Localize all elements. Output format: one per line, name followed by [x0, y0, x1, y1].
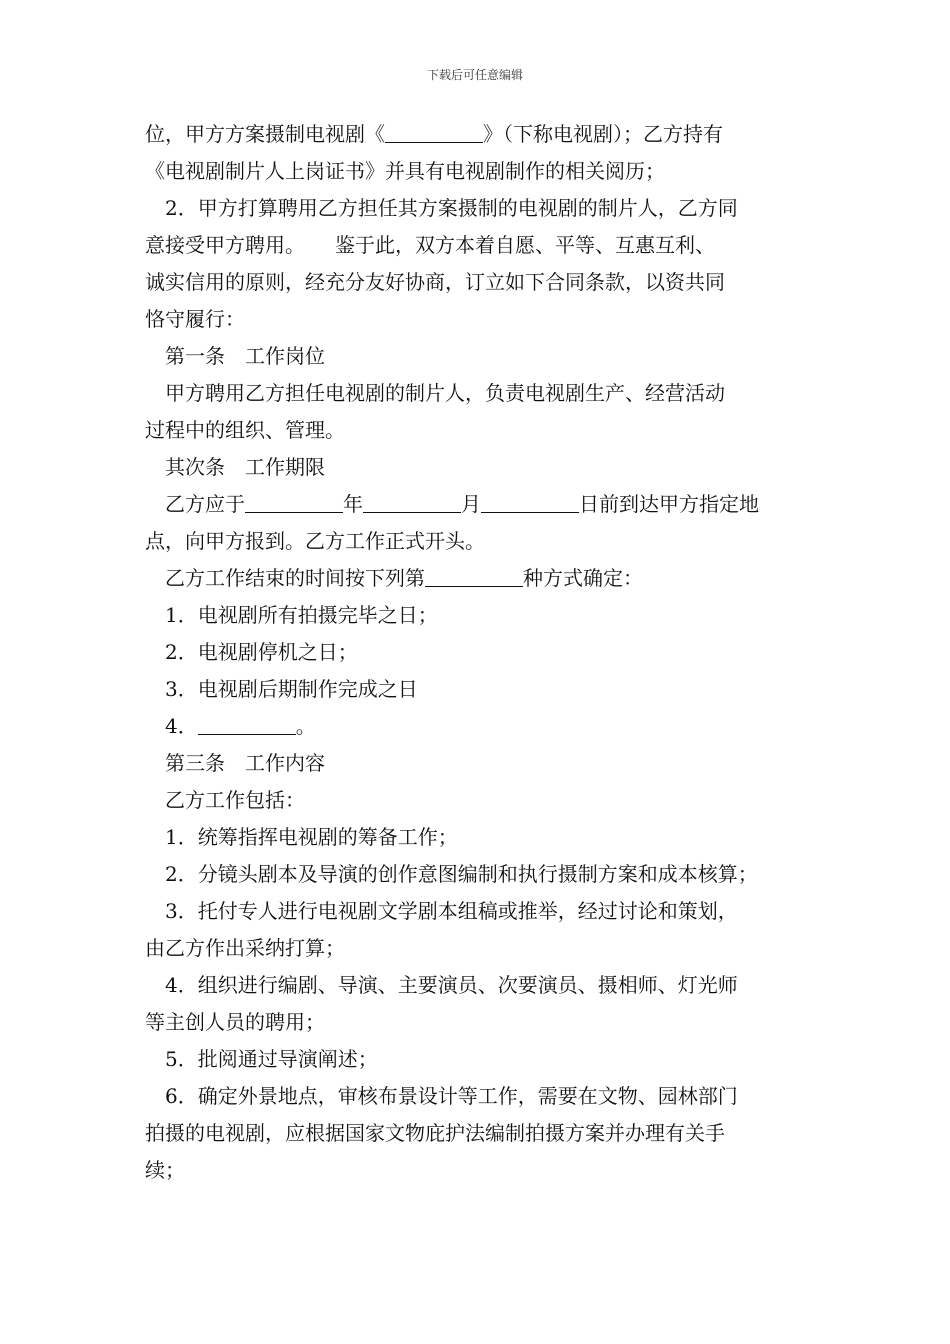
text-segment: 由乙方作出采纳打算；	[145, 936, 345, 960]
text-line	[145, 597, 810, 634]
text-line	[145, 1152, 810, 1189]
text-line	[145, 560, 810, 597]
text-line	[145, 782, 810, 819]
text-segment: 月	[461, 492, 481, 516]
text-line	[145, 338, 810, 375]
text-segment: 6．确定外景地点，审核布景设计等工作，需要在文物、园林部门	[165, 1084, 738, 1108]
text-line	[145, 412, 810, 449]
text-line	[145, 893, 810, 930]
text-segment: 4．组织进行编剧、导演、主要演员、次要演员、摄相师、灯光师	[165, 973, 738, 997]
text-segment: 甲方聘用乙方担任电视剧的制片人，负责电视剧生产、经营活动	[165, 381, 725, 405]
text-line	[145, 227, 810, 264]
text-segment: 。	[295, 714, 316, 738]
fill-in-blank[interactable]	[481, 488, 579, 513]
contract-body	[145, 116, 810, 1189]
text-line	[145, 301, 810, 338]
text-line	[145, 819, 810, 856]
text-segment: 2．甲方打算聘用乙方担任其方案摄制的电视剧的制片人，乙方同	[165, 196, 738, 220]
text-segment: 3．托付专人进行电视剧文学剧本组稿或推举，经过讨论和策划，	[165, 899, 738, 923]
text-segment: 》（下称电视剧）；乙方持有	[483, 122, 723, 146]
text-line	[145, 1041, 810, 1078]
text-line	[145, 930, 810, 967]
text-segment: 5．批阅通过导演阐述；	[165, 1047, 378, 1071]
text-segment: 其次条 工作期限	[165, 455, 325, 479]
fill-in-blank[interactable]	[425, 562, 523, 587]
text-line	[145, 486, 810, 523]
text-line	[145, 671, 810, 708]
fill-in-blank[interactable]	[385, 118, 483, 143]
text-segment: 第一条 工作岗位	[165, 344, 325, 368]
text-segment: 等主创人员的聘用；	[145, 1010, 325, 1034]
text-line	[145, 745, 810, 782]
text-segment: 诚实信用的原则，经充分友好协商，订立如下合同条款，以资共同	[145, 270, 725, 294]
text-line	[145, 375, 810, 412]
text-segment: 种方式确定：	[523, 566, 643, 590]
text-segment: 1．统筹指挥电视剧的筹备工作；	[165, 825, 458, 849]
text-segment: 第三条 工作内容	[165, 751, 325, 775]
text-line	[145, 708, 810, 745]
text-segment: 日前到达甲方指定地	[579, 492, 759, 516]
text-line	[145, 1004, 810, 1041]
text-segment: 续；	[145, 1158, 185, 1182]
text-segment: 拍摄的电视剧，应根据国家文物庇护法编制拍摄方案并办理有关手	[145, 1121, 725, 1145]
text-line	[145, 1078, 810, 1115]
text-segment: 3．电视剧后期制作完成之日	[165, 677, 418, 701]
text-segment: 位，甲方方案摄制电视剧《	[145, 122, 385, 146]
text-segment: 2．分镜头剧本及导演的创作意图编制和执行摄制方案和成本核算；	[165, 862, 758, 886]
text-line	[145, 153, 810, 190]
text-segment: 《电视剧制片人上岗证书》并具有电视剧制作的相关阅历；	[145, 159, 665, 183]
text-segment: 点，向甲方报到。乙方工作正式开头。	[145, 529, 485, 553]
fill-in-blank[interactable]	[245, 488, 343, 513]
fill-in-blank[interactable]	[198, 710, 296, 735]
text-line	[145, 634, 810, 671]
text-line	[145, 190, 810, 227]
text-segment: 意接受甲方聘用。 鉴于此，双方本着自愿、平等、互惠互利、	[145, 233, 715, 257]
text-segment: 4．	[165, 714, 198, 738]
text-line	[145, 449, 810, 486]
text-line	[145, 116, 810, 153]
text-segment: 1．电视剧所有拍摄完毕之日；	[165, 603, 438, 627]
fill-in-blank[interactable]	[363, 488, 461, 513]
text-line	[145, 264, 810, 301]
text-segment: 乙方工作结束的时间按下列第	[165, 566, 425, 590]
text-segment: 过程中的组织、管理。	[145, 418, 345, 442]
text-segment: 恪守履行：	[145, 307, 245, 331]
text-line	[145, 523, 810, 560]
text-line	[145, 1115, 810, 1152]
text-segment: 乙方应于	[165, 492, 245, 516]
page-header: 下载后可任意编辑	[426, 68, 523, 82]
text-line	[145, 856, 810, 893]
text-line	[145, 967, 810, 1004]
text-segment: 年	[343, 492, 363, 516]
text-segment: 2．电视剧停机之日；	[165, 640, 358, 664]
text-segment: 乙方工作包括：	[165, 788, 305, 812]
